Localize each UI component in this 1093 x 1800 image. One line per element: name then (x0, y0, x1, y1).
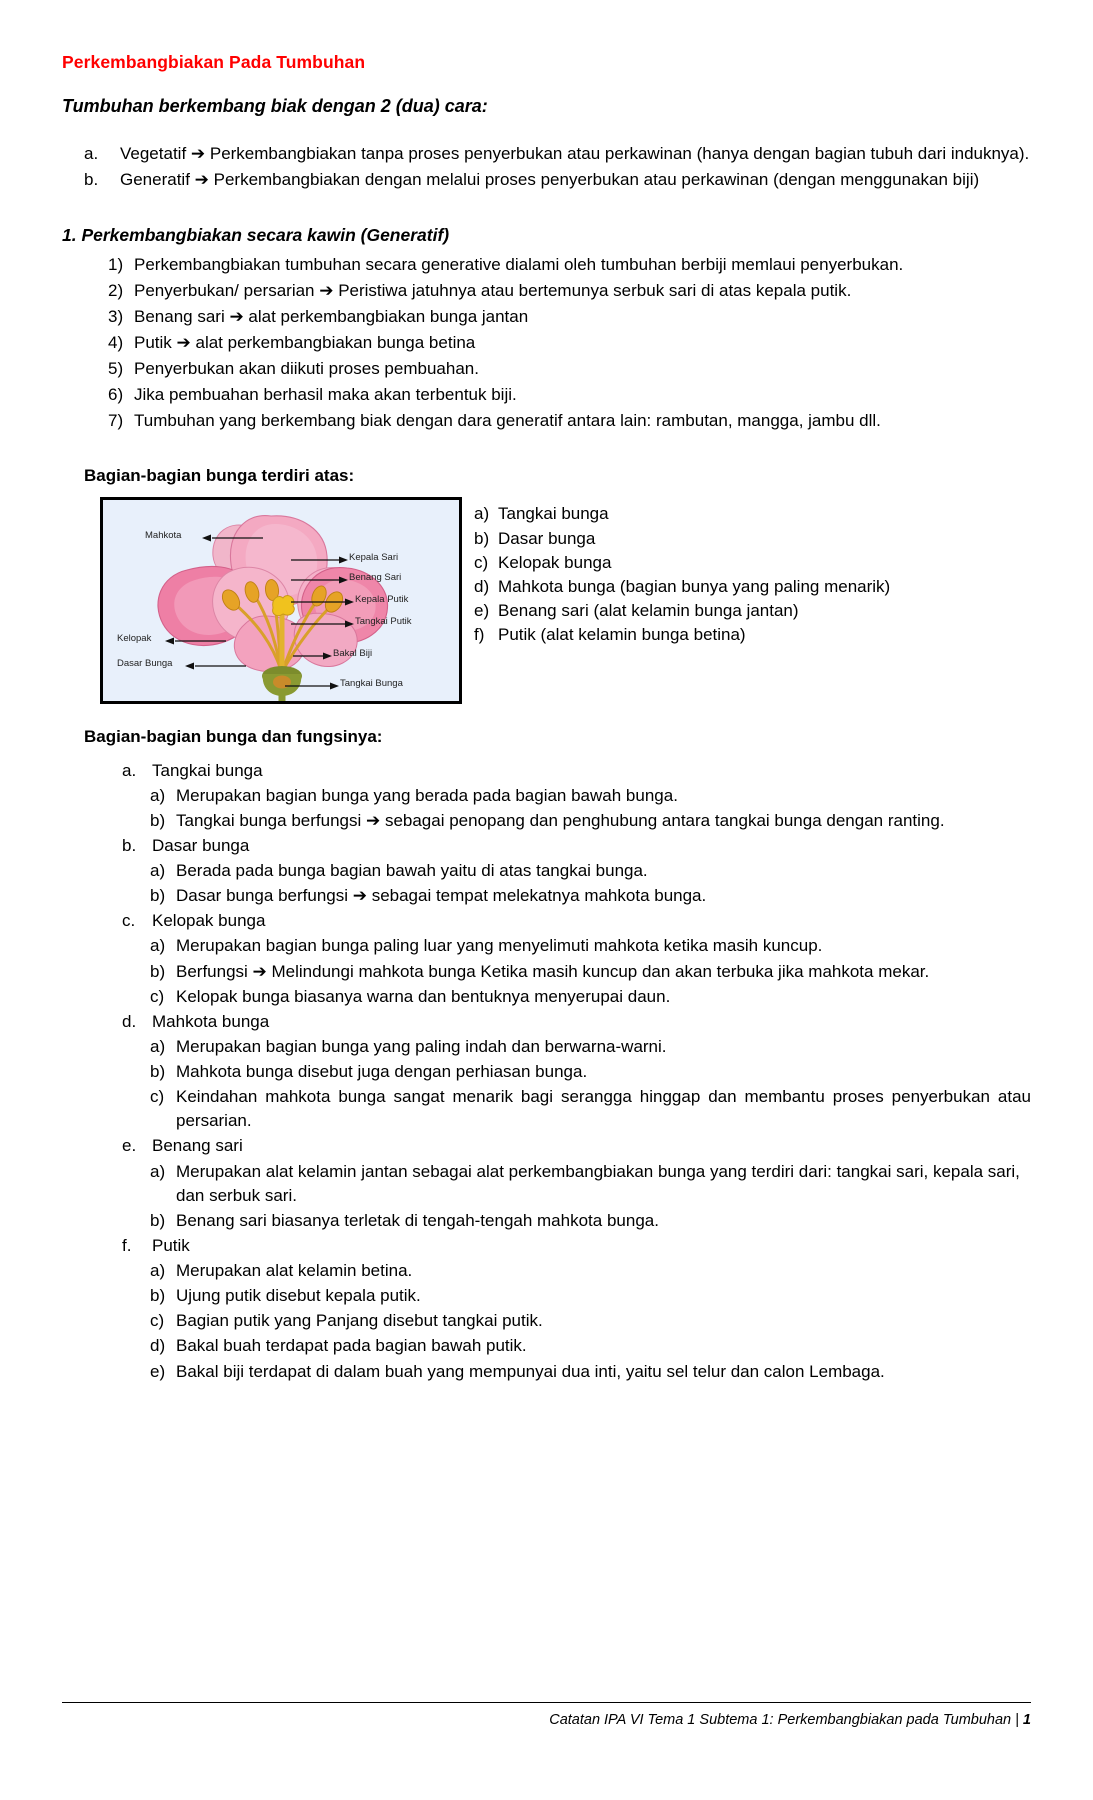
leader-line-kelopak (165, 636, 227, 646)
list-marker: a) (150, 1261, 166, 1281)
list-text: Mahkota bunga (152, 1011, 270, 1031)
list-text: Penyerbukan akan diikuti proses pembuahan. (134, 359, 479, 378)
list-text: Tumbuhan yang berkembang biak dengan dara generatif antara lain: rambutan, mangga, jambu dll. (134, 411, 881, 431)
figure-label-kelopak: Kelopak (117, 633, 152, 645)
list-text: Dasar bunga (498, 528, 596, 548)
list-marker: b) (150, 1286, 166, 1306)
figure-label-tangkai-bunga: Tangkai Bunga (340, 678, 403, 690)
list-item (62, 960, 1031, 984)
list-item (62, 759, 1031, 783)
page-footer (62, 1702, 1031, 1728)
leader-line-bakal-biji (293, 651, 333, 661)
list-item (62, 357, 1031, 381)
list-item (474, 551, 890, 575)
list-marker: b) (150, 1210, 166, 1230)
list-text: Kelopak bunga (498, 552, 612, 572)
page-title: Perkembangbiakan Pada Tumbuhan (62, 52, 366, 72)
figure-label-kepala-putik: Kepala Putik (355, 594, 409, 606)
list-item (62, 168, 1031, 192)
list-marker: e) (474, 600, 490, 620)
list-marker: d. (122, 1011, 137, 1031)
list-marker: 1) (108, 254, 124, 274)
figure-label-mahkota: Mahkota (145, 530, 182, 542)
list-marker: a) (150, 861, 166, 881)
list-item (474, 575, 890, 599)
list-marker: a) (150, 936, 166, 956)
list-item (62, 859, 1031, 883)
list-text: Benang sari ➔ alat perkembangbiakan bunga jantan (134, 306, 529, 326)
list-text: Kelopak bunga biasanya warna dan bentuknya menyerupai daun. (176, 986, 671, 1006)
flower-diagram (100, 497, 462, 704)
list-marker: b) (150, 886, 166, 906)
list-text: Benang sari biasanya terletak di tengah-tengah mahkota bunga. (176, 1210, 659, 1230)
list-marker: c) (150, 986, 165, 1006)
list-item (62, 279, 1031, 303)
list-text: Merupakan bagian bunga paling luar yang menyelimuti mahkota ketika masih kuncup. (176, 936, 823, 956)
list-item (62, 142, 1031, 166)
list-text: Merupakan bagian bunga yang paling indah dan berwarna-warni. (176, 1036, 667, 1056)
list-marker: 2) (108, 280, 124, 300)
list-item (62, 253, 1031, 277)
list-text: Bakal buah terdapat pada bagian bawah putik. (176, 1336, 527, 1356)
list-text: Vegetatif ➔ Perkembangbiakan tanpa proses penyerbukan atau perkawinan (hanya dengan bagian tubuh dari induknya). (120, 143, 1030, 163)
figure-label-benang-sari: Benang Sari (349, 572, 402, 584)
list-marker: a. (84, 143, 99, 163)
list-marker: c) (474, 552, 489, 572)
list-text: Berada pada bunga bagian bawah yaitu di atas tangkai bunga. (176, 861, 648, 881)
list-text: Generatif ➔ Perkembangbiakan dengan melalui proses penyerbukan atau perkawinan (dengan menggunakan biji) (120, 169, 980, 189)
list-item (62, 784, 1031, 808)
list-item (62, 409, 1031, 433)
list-item (62, 1160, 1031, 1208)
list-marker: c) (150, 1311, 165, 1331)
list-marker: 7) (108, 411, 124, 431)
list-item (62, 305, 1031, 329)
list-marker: f) (474, 625, 485, 645)
list-text: Mahkota bunga (bagian bunya yang paling menarik) (498, 576, 891, 596)
list-marker: 3) (108, 306, 124, 326)
list-item (62, 1309, 1031, 1333)
list-item (62, 1060, 1031, 1084)
leader-line-kepala-sari (291, 555, 349, 565)
figure-label-bakal-biji: Bakal Biji (333, 648, 373, 660)
list-marker: b) (150, 810, 166, 830)
list-item (62, 1010, 1031, 1034)
list-item (474, 623, 890, 647)
list-text: Bakal biji terdapat di dalam buah yang mempunyai dua inti, yaitu sel telur dan calon Lembaga. (176, 1361, 885, 1381)
list-text: Keindahan mahkota bunga sangat menarik bagi serangga hinggap dan membantu proses penyerbukan atau persarian. (176, 1087, 1031, 1131)
flower-parts-list (474, 497, 890, 647)
list-marker: 6) (108, 385, 124, 405)
list-marker: b) (474, 528, 490, 548)
list-item (474, 599, 890, 623)
leader-line-benang-sari (291, 575, 349, 585)
list-text: Tangkai bunga berfungsi ➔ sebagai penopang dan penghubung antara tangkai bunga dengan ranting. (176, 810, 945, 830)
list-item (62, 884, 1031, 908)
list-marker: c) (150, 1087, 165, 1107)
list-marker: e. (122, 1136, 137, 1156)
list-text: Jika pembuahan berhasil maka akan terbentuk biji. (134, 385, 517, 405)
leader-line-mahkota (202, 533, 264, 543)
list-item (474, 502, 890, 526)
list-text: Penyerbukan/ persarian ➔ Peristiwa jatuhnya atau bertemunya serbuk sari di atas kepala putik. (134, 280, 852, 300)
list-item (62, 809, 1031, 833)
list-item (62, 1134, 1031, 1158)
footer-content (62, 1712, 1031, 1728)
list-text: Perkembangbiakan tumbuhan secara generative dialami oleh tumbuhan berbiji memlaui penyerbukan. (134, 254, 904, 274)
list-text: Dasar bunga (152, 835, 250, 855)
list-marker: a) (474, 504, 490, 524)
list-marker: b. (122, 835, 137, 855)
flower-figure-block (100, 497, 1031, 704)
list-marker: a. (122, 760, 137, 780)
footer-divider (62, 1702, 1031, 1703)
list-item (62, 934, 1031, 958)
list-text: Putik (alat kelamin bunga betina) (498, 625, 746, 645)
generatif-list (62, 253, 1031, 434)
list-marker: b. (84, 169, 99, 189)
list-item (62, 383, 1031, 407)
list-text: Bagian putik yang Panjang disebut tangkai putik. (176, 1311, 543, 1331)
leader-line-kepala-putik (291, 597, 355, 607)
list-marker: f. (122, 1235, 132, 1255)
list-text: Putik ➔ alat perkembangbiakan bunga betina (134, 332, 476, 352)
figure-label-kepala-sari: Kepala Sari (349, 552, 399, 564)
list-item (62, 1085, 1031, 1133)
list-text: Kelopak bunga (152, 911, 266, 931)
list-text: Putik (152, 1235, 190, 1255)
list-text: Tangkai bunga (152, 760, 263, 780)
list-text: Ujung putik disebut kepala putik. (176, 1286, 421, 1306)
list-text: Berfungsi ➔ Melindungi mahkota bunga Ketika masih kuncup dan akan terbuka jika mahkota mekar. (176, 961, 930, 981)
section-generatif-heading: 1. Perkembangbiakan secara kawin (Generatif) (62, 224, 450, 245)
leader-line-dasar-bunga (185, 661, 247, 671)
list-item (62, 909, 1031, 933)
list-marker: d) (474, 576, 490, 596)
list-item (62, 834, 1031, 858)
list-text: Merupakan alat kelamin jantan sebagai alat perkembangbiakan bunga yang terdiri dari: tangkai sari, kepala sari, dan serbuk sari. (176, 1161, 1020, 1205)
list-text: Benang sari (152, 1136, 243, 1156)
figure-label-dasar-bunga: Dasar Bunga (117, 658, 173, 670)
list-item (62, 985, 1031, 1009)
list-item (474, 527, 890, 551)
ways-list (62, 142, 1031, 192)
list-item (62, 1209, 1031, 1233)
footer-label: Catatan IPA VI Tema 1 Subtema 1: Perkembangbiakan pada Tumbuhan | (549, 1712, 1023, 1728)
list-text: Dasar bunga berfungsi ➔ sebagai tempat melekatnya mahkota bunga. (176, 886, 707, 906)
list-marker: 4) (108, 332, 124, 352)
functions-heading: Bagian-bagian bunga dan fungsinya: (84, 727, 383, 747)
figure-label-tangkai-putik: Tangkai Putik (355, 616, 412, 628)
list-marker: a) (150, 1161, 166, 1181)
document-subtitle: Tumbuhan berkembang biak dengan 2 (dua) cara: (62, 96, 488, 116)
list-marker: c. (122, 911, 136, 931)
list-text: Mahkota bunga disebut juga dengan perhiasan bunga. (176, 1062, 588, 1082)
list-marker: b) (150, 1062, 166, 1082)
list-marker: d) (150, 1336, 166, 1356)
list-item (62, 1334, 1031, 1358)
list-item (62, 1234, 1031, 1258)
list-marker: e) (150, 1361, 166, 1381)
list-marker: b) (150, 961, 166, 981)
list-item (62, 1360, 1031, 1384)
list-marker: a) (150, 785, 166, 805)
list-item (62, 1284, 1031, 1308)
leader-line-tangkai-putik (291, 619, 355, 629)
leader-line-tangkai-bunga (285, 681, 340, 691)
list-item (62, 1259, 1031, 1283)
flower-parts-heading: Bagian-bagian bunga terdiri atas: (84, 466, 355, 486)
list-item (62, 1035, 1031, 1059)
page-number: 1 (1022, 1712, 1031, 1728)
list-text: Merupakan bagian bunga yang berada pada bagian bawah bunga. (176, 785, 678, 805)
list-marker: a) (150, 1036, 166, 1056)
list-text: Benang sari (alat kelamin bunga jantan) (498, 600, 799, 620)
functions-list (62, 759, 1031, 1384)
list-text: Tangkai bunga (498, 504, 609, 524)
list-item (62, 331, 1031, 355)
list-marker: 5) (108, 359, 124, 378)
list-text: Merupakan alat kelamin betina. (176, 1261, 413, 1281)
